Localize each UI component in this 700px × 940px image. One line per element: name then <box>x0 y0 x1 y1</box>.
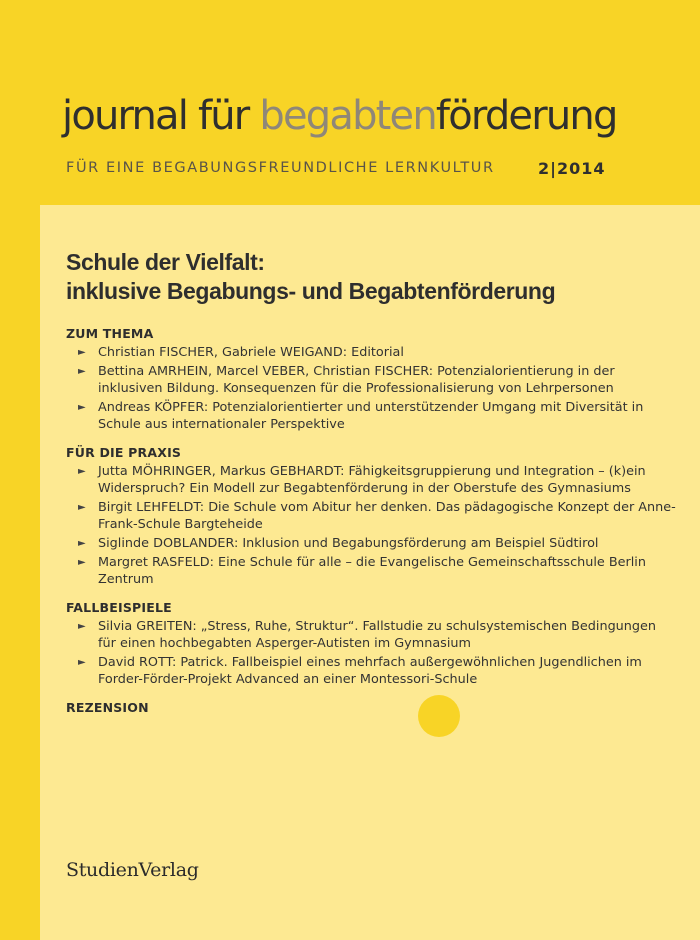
toc-section <box>66 600 676 688</box>
issue-number: 2|2014 <box>538 159 606 178</box>
article-list-item <box>66 535 676 552</box>
article-entry: Siglinde DOBLANDER: Inklusion und Begabungsförderung am Beispiel Südtirol <box>98 536 599 551</box>
toc-section <box>66 445 676 588</box>
article-entry: Bettina AMRHEIN, Marcel VEBER, Christian FISCHER: Potenzialorientierung in der inklusiven Bildung. Konsequenzen für die Professionalisierung von Lehrpersonen <box>98 364 615 396</box>
article-entry: Andreas KÖPFER: Potenzialorientierter und unterstützender Umgang mit Diversität in Schule aus internationaler Perspektive <box>98 400 644 432</box>
bullet-arrow-icon: ► <box>78 621 86 632</box>
article-list <box>66 618 676 688</box>
article-list-item <box>66 363 676 397</box>
toc-section <box>66 700 676 715</box>
article-entry: Jutta MÖHRINGER, Markus GEBHARDT: Fähigkeitsgruppierung und Integration – (k)ein Widerspruch? Ein Modell zur Begabtenförderung in der Oberstufe des Gymnasiums <box>98 464 646 496</box>
article-list <box>66 344 676 433</box>
section-heading: REZENSION <box>66 700 149 715</box>
article-entry: Margret RASFELD: Eine Schule für alle – die Evangelische Gemeinschaftsschule Berlin Zentrum <box>98 555 646 587</box>
article-list-item <box>66 463 676 497</box>
bullet-arrow-icon: ► <box>78 366 86 377</box>
bullet-arrow-icon: ► <box>78 557 86 568</box>
article-entry: Christian FISCHER, Gabriele WEIGAND: Editorial <box>98 345 404 360</box>
bullet-arrow-icon: ► <box>78 657 86 668</box>
journal-subtitle: FÜR EINE BEGABUNGSFREUNDLICHE LERNKULTUR <box>66 160 495 176</box>
journal-masthead <box>62 93 617 139</box>
article-list-item <box>66 344 676 361</box>
issue-title <box>66 248 676 306</box>
publisher-logo: StudienVerlag <box>66 859 199 881</box>
article-entry: Silvia GREITEN: „Stress, Ruhe, Struktur“. Fallstudie zu schulsystemischen Bedingungen für einen hochbegabten Asperger-Autisten im Gymnasium <box>98 619 657 651</box>
article-list <box>66 463 676 588</box>
bullet-arrow-icon: ► <box>78 502 86 513</box>
article-list-item <box>66 618 676 652</box>
table-of-contents <box>66 248 676 727</box>
masthead-part-begabten: begabten <box>259 93 436 139</box>
masthead-part-journal: journal für <box>62 93 260 139</box>
masthead-part-foerderung: förderung <box>435 93 617 139</box>
article-list-item <box>66 554 676 588</box>
article-list-item <box>66 654 676 688</box>
toc-sections <box>66 326 676 715</box>
bullet-arrow-icon: ► <box>78 402 86 413</box>
section-heading: ZUM THEMA <box>66 326 154 341</box>
article-entry: Birgit LEHFELDT: Die Schule vom Abitur her denken. Das pädagogische Konzept der Anne-Frank-Schule Bargteheide <box>98 500 676 532</box>
article-list-item <box>66 499 676 533</box>
article-entry: David ROTT: Patrick. Fallbeispiel eines mehrfach außergewöhnlichen Jugendlichen im Forder-Förder-Projekt Advanced an einer Montessori-Schule <box>98 655 642 687</box>
section-heading: FÜR DIE PRAXIS <box>66 445 182 460</box>
section-heading: FALLBEISPIELE <box>66 600 172 615</box>
bullet-arrow-icon: ► <box>78 347 86 358</box>
issue-title-line-1: Schule der Vielfalt: <box>66 249 265 275</box>
bullet-arrow-icon: ► <box>78 466 86 477</box>
issue-title-line-2: inklusive Begabungs- und Begabtenförderung <box>66 278 556 304</box>
bullet-arrow-icon: ► <box>78 538 86 549</box>
article-list-item <box>66 399 676 433</box>
toc-section <box>66 326 676 433</box>
